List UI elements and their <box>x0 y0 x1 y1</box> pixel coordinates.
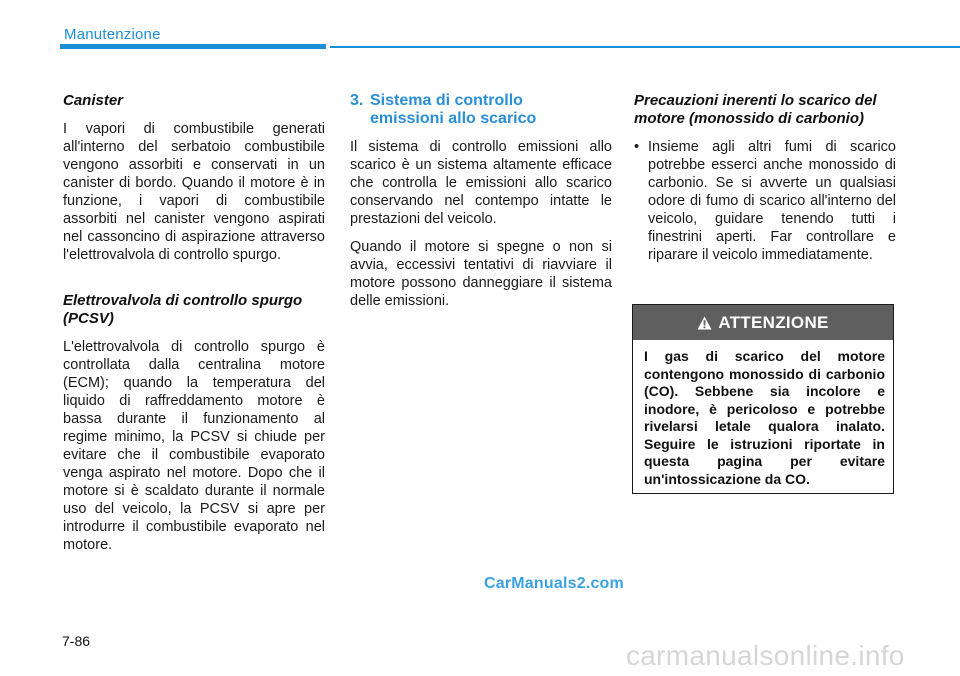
warning-title: ATTENZIONE <box>718 312 829 332</box>
bullet-text: Insieme agli altri fumi di scarico potrebbe esserci anche monossido di carbonio. Se si avverte un qualsiasi odore di fumo di scarico all'interno del veicolo, guidare tenendo tutti i finestrini aperti. Far controllare e riparare il veicolo immediatamente. <box>648 139 896 263</box>
header-rule-thick <box>60 44 326 49</box>
paragraph-pcsv: L'elettrovalvola di controllo spurgo è controllata dalla centralina motore (ECM); quando la temperatura del liquido di raffreddamento motore è bassa durante il funzionamento al regime minimo, la PCSV si chiude per evitare che il combustibile evaporato venga aspirato nel motore. Dopo che il motore si è scaldato durante il normale uso del veicolo, la PCSV si apre per introdurre il combustibile evaporato nel motore. <box>63 339 325 553</box>
column-middle <box>350 92 612 320</box>
bullet-list <box>634 138 896 264</box>
heading-number: 3. <box>350 92 364 109</box>
paragraph-canister: I vapori di combustibile generati all'interno del serbatoio combustibile vengono assorbiti e conservati in un canister di bordo. Quando il motore è in funzione, i vapori di combustibile assorbiti nel canister vengono aspirati nel cassoncino di aspirazione attraverso l'elettrovalvola di controllo spurgo. <box>63 121 325 263</box>
warning-text: I gas di scarico del motore contengono monossido di carbonio (CO). Sebbene sia incolore e inodore, è pericoloso e potrebbe rivelarsi letale qualora inalato. Seguire le istruzioni riportate in questa pagina per evitare un'intossicazione da CO. <box>644 348 885 487</box>
heading-line-2: emissioni allo scarico <box>370 110 537 127</box>
list-item <box>634 138 896 264</box>
paragraph-restart-warning: Quando il motore si spegne o non si avvia, eccessivi tentativi di riavviare il motore possono danneggiare il sistema delle emissioni. <box>350 239 612 309</box>
heading-canister: Canister <box>63 92 124 109</box>
column-left <box>63 92 325 564</box>
section-title: Manutenzione <box>64 26 161 43</box>
heading-pcsv: Elettrovalvola di controllo spurgo (PCSV) <box>63 292 303 327</box>
heading-emission-control <box>350 92 612 128</box>
watermark-link[interactable]: CarManuals2.com <box>484 575 624 592</box>
site-watermark: carmanualsonline.info <box>626 640 905 671</box>
warning-header <box>633 305 893 340</box>
column-right <box>634 92 896 264</box>
page-number: 7-86 <box>62 633 91 649</box>
warning-triangle-icon <box>697 316 712 330</box>
warning-box <box>632 304 894 494</box>
heading-exhaust-precautions: Precauzioni inerenti lo scarico del motore (monossido di carbonio) <box>634 92 877 127</box>
bullet-marker: • <box>634 139 640 155</box>
paragraph-emission-system: Il sistema di controllo emissioni allo scarico è un sistema altamente efficace che controlla le emissioni allo scarico conservando nel contempo intatte le prestazioni del veicolo. <box>350 139 612 227</box>
header-rule-thin <box>330 46 960 48</box>
heading-line-1: Sistema di controllo <box>370 92 523 109</box>
